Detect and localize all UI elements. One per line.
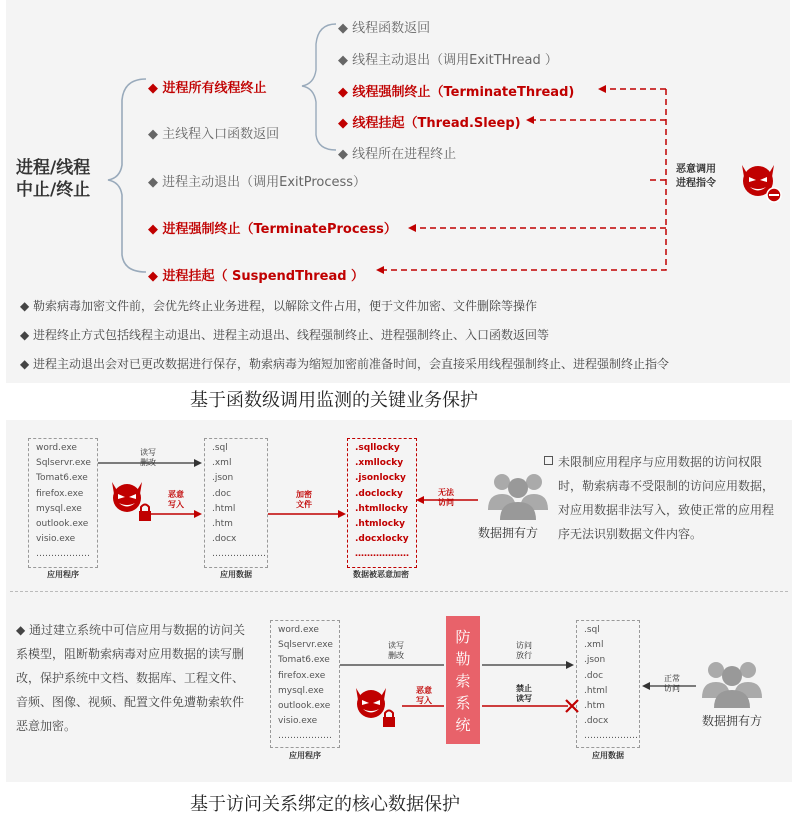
bottom-data-list: .sql .xml .json .doc .html .htm .docx ……………… bbox=[584, 625, 638, 742]
bottom-apps-label: 应用程序 bbox=[289, 751, 321, 760]
level1-item: ◆ 进程强制终止（TerminateProcess） bbox=[148, 222, 397, 237]
owner-label: 数据拥有方 bbox=[478, 526, 539, 540]
level1-item: ◆ 进程主动退出（调用ExitProcess） bbox=[148, 175, 367, 190]
top-caption: 基于函数级调用监测的关键业务保护 bbox=[190, 390, 478, 411]
bullet-text: ◆ 进程终止方式包括线程主动退出、进程主动退出、线程强制终止、进程强制终止、入口函数返回等 bbox=[20, 328, 550, 342]
arrow-block-label: 禁止 读写 bbox=[516, 684, 532, 703]
arrow-rw-label: 读写 删改 bbox=[140, 448, 156, 467]
locked-label: 数据被恶意加密 bbox=[353, 570, 409, 579]
level1-item: ◆ 进程挂起（ SuspendThread ） bbox=[148, 269, 365, 284]
malicious-call-label: 恶意调用 进程指令 bbox=[676, 164, 716, 189]
bottom-apps-list: word.exe Sqlservr.exe Tomat6.exe firefox.exe mysql.exe outlook.exe visio.exe ……………… bbox=[278, 625, 333, 742]
level2-item: ◆ 线程强制终止（TerminateThread) bbox=[338, 85, 575, 100]
level2-item: ◆ 线程主动退出（调用ExitTHread ） bbox=[338, 53, 558, 68]
level1-item: ◆ 进程所有线程终止 bbox=[148, 81, 267, 96]
arrow-normal-label: 正常 访问 bbox=[664, 674, 680, 693]
level1-item: ◆ 主线程入口函数返回 bbox=[148, 127, 280, 142]
arrow-malicious-write-label: 恶意 写入 bbox=[168, 490, 184, 509]
arrow-no-access-label: 无法 访问 bbox=[438, 488, 454, 507]
bottom-description: ◆ 通过建立系统中可信应用与数据的访问关系模型，阻断勒索病毒对应用数据的读写删改，保护系统中文档、数据库、工程文件、音频、图像、视频、配置文件免遭勒索软件恶意加密。 bbox=[16, 623, 246, 733]
bottom-arrow-rw-label: 读写 删改 bbox=[388, 641, 404, 660]
bullet-text: ◆ 进程主动退出会对已更改数据进行保存，勒索病毒为缩短加密前准备时间，会直接采用线程强制终止、进程强制终止指令 bbox=[20, 357, 670, 371]
bottom-caption: 基于访问关系绑定的核心数据保护 bbox=[190, 794, 460, 815]
level2-item: ◆ 线程函数返回 bbox=[338, 21, 431, 36]
devil-lock-icon bbox=[106, 478, 156, 524]
data-label: 应用数据 bbox=[220, 570, 252, 579]
devil-icon bbox=[734, 155, 786, 207]
anti-ransomware-system: 防 勒 索 系 统 bbox=[446, 616, 480, 744]
middle-description: 未限制应用程序与应用数据的访问权限时，勒索病毒不受限制的访问应用数据，对应用数据非法写入，致使正常的应用程序无法识别数据文件内容。 bbox=[558, 455, 775, 541]
data-list: .sql .xml .json .doc .html .htm .docx ……………… bbox=[212, 443, 266, 560]
bullet-text: ◆ 勒索病毒加密文件前，会优先终止业务进程，以解除文件占用，便于文件加密、文件删除等操作 bbox=[20, 299, 538, 313]
arrow-allow-label: 访问 放行 bbox=[516, 641, 532, 660]
arrow-encrypt-label: 加密 文件 bbox=[296, 490, 312, 509]
apps-label: 应用程序 bbox=[47, 570, 79, 579]
level2-item: ◆ 线程挂起（Thread.Sleep) bbox=[338, 116, 521, 131]
main-title: 进程/线程 中止/终止 bbox=[16, 158, 91, 200]
locked-list: .sqllocky .xmllocky .jsonlocky .doclocky .htmllocky .htmlocky .docxlocky ……………… bbox=[355, 443, 409, 560]
bottom-owner-label: 数据拥有方 bbox=[702, 714, 763, 728]
bottom-data-label: 应用数据 bbox=[592, 751, 624, 760]
square-bullet-icon bbox=[544, 456, 553, 465]
level2-item: ◆ 线程所在进程终止 bbox=[338, 147, 457, 162]
bottom-users-icon bbox=[700, 654, 764, 710]
bottom-arrow-malicious-label: 恶意 写入 bbox=[416, 686, 432, 705]
apps-list: word.exe Sqlservr.exe Tomat6.exe firefox.exe mysql.exe outlook.exe visio.exe ……………… bbox=[36, 443, 91, 560]
section-divider bbox=[10, 591, 788, 592]
users-icon bbox=[486, 466, 550, 522]
